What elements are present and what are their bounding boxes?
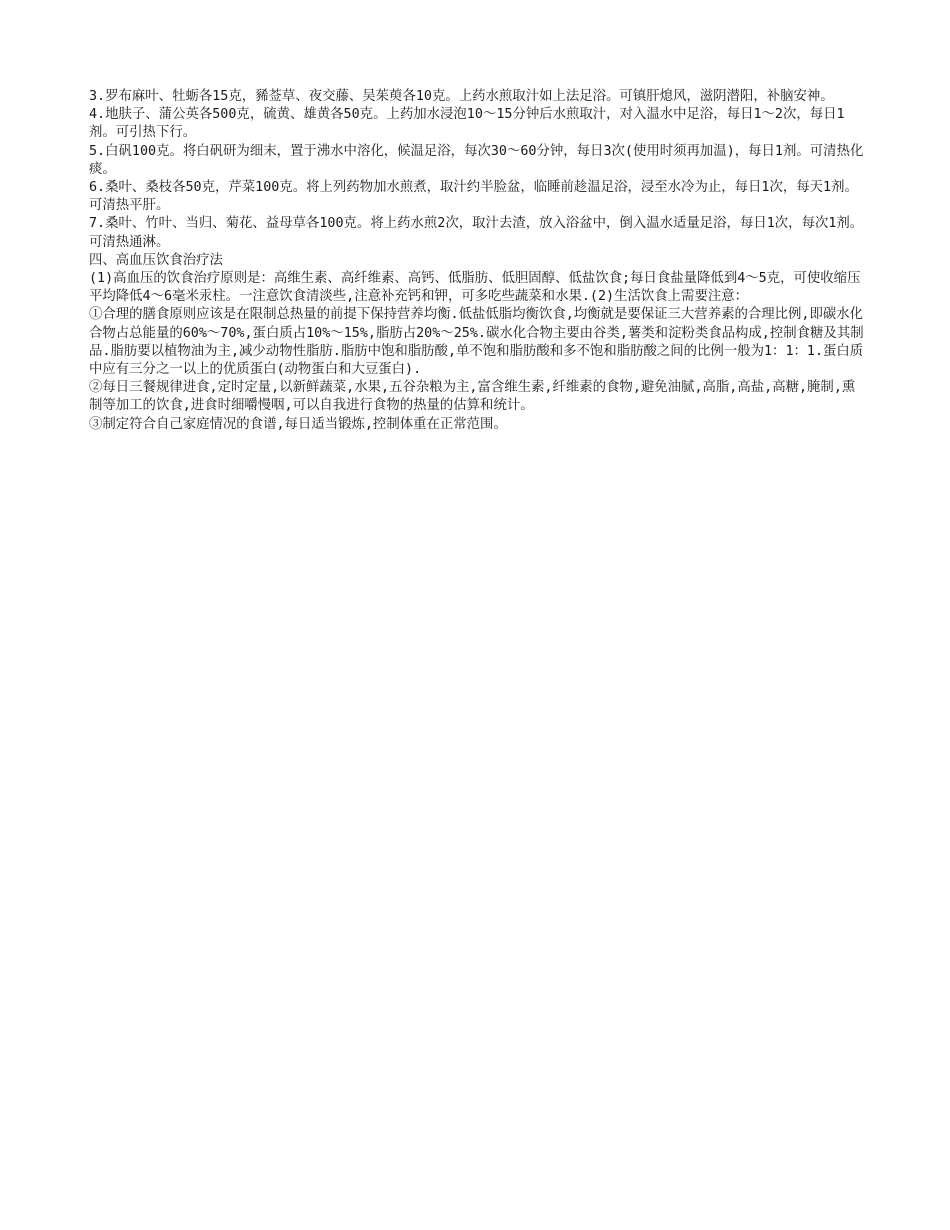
paragraph-recipe-7: 7.桑叶、竹叶、当归、菊花、益母草各100克。将上药水煎2次，取汁去渣，放入浴盆中，倒入温水适量足浴，每日1次，每次1剂。可清热通淋。 <box>89 216 864 250</box>
paragraph-recipe-5: 5.白矾100克。将白矾研为细末，置于沸水中溶化，候温足浴，每次30～60分钟，每日3次(使用时须再加温)，每日1剂。可清热化痰。 <box>89 143 864 177</box>
paragraph-diet-item-3: ③制定符合自己家庭情况的食谱,每日适当锻炼,控制体重在正常范围。 <box>89 416 507 432</box>
paragraph-diet-item-2: ②每日三餐规律进食,定时定量,以新鲜蔬菜,水果,五谷杂粮为主,富含维生素,纤维素的食物,避免油腻,高脂,高盐,高糖,腌制,熏制等加工的饮食,进食时细嚼慢咽,可以自我进行食物的热量的估算和统计。 <box>89 380 856 414</box>
section-heading-diet: 四、高血压饮食治疗法 <box>89 252 223 268</box>
document-body <box>89 88 864 434</box>
paragraph-diet-principles: (1)高血压的饮食治疗原则是：高维生素、高纤维素、高钙、低脂肪、低胆固醇、低盐饮食;每日食盐量降低到4～5克，可使收缩压平均降低4～6毫米汞柱。一注意饮食清淡些,注意补充钙和钾，可多吃些蔬菜和水果.(2)生活饮食上需要注意： <box>89 271 861 305</box>
paragraph-recipe-6: 6.桑叶、桑枝各50克，芹菜100克。将上列药物加水煎煮，取汁约半脸盆，临睡前趁温足浴，浸至水冷为止，每日1次，每天1剂。可清热平肝。 <box>89 180 858 214</box>
paragraph-recipe-4: 4.地肤子、蒲公英各500克，硫黄、雄黄各50克。上药加水浸泡10～15分钟后水煎取汁，对入温水中足浴，每日1～2次，每日1剂。可引热下行。 <box>89 107 845 141</box>
paragraph-diet-item-1: ①合理的膳食原则应该是在限制总热量的前提下保持营养均衡.低盐低脂均衡饮食,均衡就是要保证三大营养素的合理比例,即碳水化合物占总能量的60%～70%,蛋白质占10%～15%,脂肪占20%～25%.碳水化合物主要由谷类,薯类和淀粉类食品构成,控制食糖及其制品.脂肪要以植物油为主,减少动物性脂肪.脂肪中饱和脂肪酸,单不饱和脂肪酸和多不饱和脂肪酸之间的比例一般为1：1：1.蛋白质中应有三分之一以上的优质蛋白(动物蛋白和大豆蛋白). <box>89 307 864 378</box>
paragraph-recipe-3: 3.罗布麻叶、牡蛎各15克，豨莶草、夜交藤、吴茱萸各10克。上药水煎取汁如上法足浴。可镇肝熄风，滋阴潜阳，补脑安神。 <box>89 89 834 104</box>
